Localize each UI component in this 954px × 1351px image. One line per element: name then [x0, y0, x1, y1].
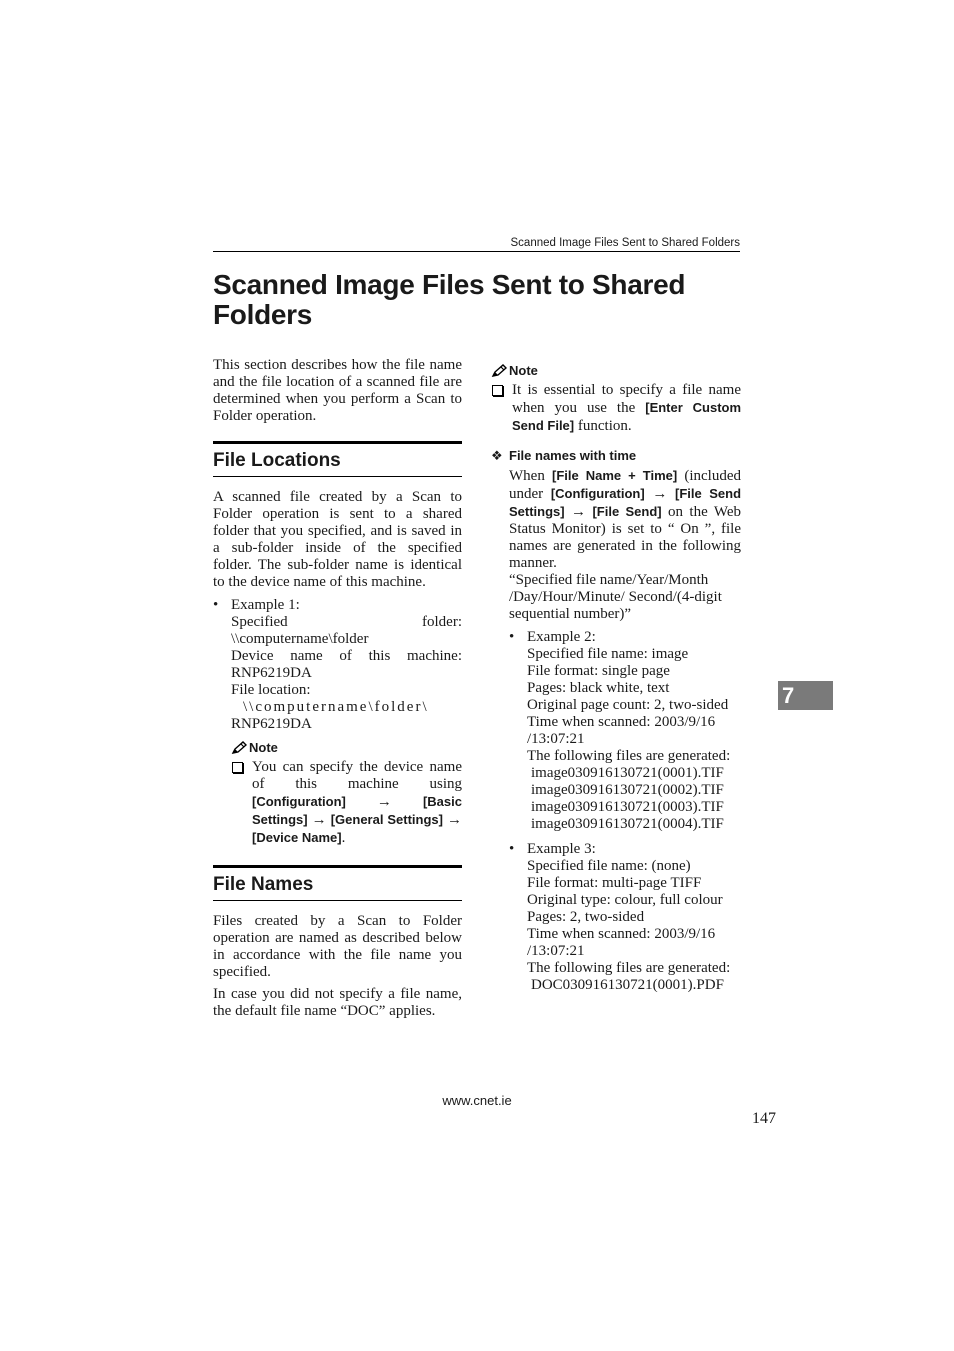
file-locations-paragraph: A scanned file created by a Scan to Folder operation is sent to a shared folder that you specified, and is saved in a sub-folder inside of the specified folder. The sub-folder name is identical to the device name of this machine. [213, 489, 462, 590]
generated-file: image030916130721(0001).TIF [531, 765, 724, 781]
subhead [491, 447, 741, 464]
format-quote: “Specified file name/Year/Month /Day/Hour/Minute/ Second/(4-digit sequential number)” [509, 572, 722, 622]
subhead-body [491, 467, 741, 572]
intro-paragraph: This section describes how the file name and the file location of a scanned file are determined when you perform a Scan to Folder operation. [213, 357, 462, 424]
example-1-label: Example 1: [231, 597, 300, 613]
note-text [512, 382, 741, 435]
checkbox-icon [492, 385, 503, 396]
example-line: The following files are generated: [527, 748, 731, 764]
example-line: Time when scanned: 2003/9/16 /13:07:21 [527, 926, 716, 959]
example-1-item [213, 597, 462, 733]
keyword: [Device Name] [252, 830, 342, 845]
body-text: When [509, 468, 545, 484]
period: . [341, 830, 346, 846]
example-1-line: Device name of this machine: RNP6219DA [231, 648, 462, 681]
generated-file: DOC030916130721(0001).PDF [531, 977, 724, 993]
note-heading [231, 739, 462, 756]
example-line: Original page count: 2, two-sided [527, 697, 729, 713]
keyword: [General Settings] [330, 812, 443, 827]
note-item [231, 759, 462, 847]
bullet-icon: • [213, 597, 219, 613]
example-line: Specified file name: image [527, 646, 689, 662]
note-item [491, 382, 741, 435]
example-line: Pages: 2, two-sided [527, 909, 645, 925]
note-text-part: function. [577, 418, 632, 434]
keyword: [Configuration] [252, 794, 346, 809]
example-line: Original type: colour, full colour [527, 892, 723, 908]
checkbox-icon [232, 762, 243, 773]
example-1-line: Specified folder: \\computername\folder [231, 614, 462, 647]
example-line: Time when scanned: 2003/9/16 /13:07:21 [527, 714, 716, 747]
keyword: [Enter Custom Send File] [512, 400, 742, 433]
arrow-icon: → [376, 794, 392, 810]
footer-url[interactable]: www.cnet.ie [442, 1093, 512, 1108]
keyword: [File Name + Time] [551, 468, 678, 483]
bullet-icon: • [509, 841, 515, 857]
body-text: on the Web Status Monitor) is set to “ On ”, file names are generated in the following manner. [509, 504, 742, 571]
generated-file: image030916130721(0003).TIF [531, 799, 724, 815]
keyword: [File Send] [592, 504, 662, 519]
example-line: The following files are generated: [527, 960, 731, 976]
page-number: 147 [752, 1110, 776, 1127]
file-names-heading: File Names [213, 865, 462, 901]
diamond-bullet-icon: ❖ [491, 448, 503, 463]
example-2-label: Example 2: [527, 629, 596, 645]
arrow-icon: → [447, 812, 463, 828]
generated-file: image030916130721(0004).TIF [531, 816, 724, 832]
generated-file: image030916130721(0002).TIF [531, 782, 724, 798]
file-location-last: RNP6219DA [231, 716, 312, 732]
arrow-icon: → [311, 812, 327, 828]
keyword: [File Send Settings] [509, 486, 742, 519]
file-locations-heading: File Locations [213, 441, 462, 477]
bullet-icon: • [509, 629, 515, 645]
pencil-icon [231, 741, 247, 755]
left-column [213, 357, 462, 1025]
file-names-paragraph: Files created by a Scan to Folder operation are named as described below in accordance with the file name you specified. [213, 913, 462, 980]
default-name-paragraph: In case you did not specify a file name, the default file name “DOC” applies. [213, 986, 462, 1019]
note-heading [491, 362, 741, 379]
example-line: File format: multi-page TIFF [527, 875, 702, 891]
arrow-icon: → [652, 486, 668, 502]
example-2-item [509, 629, 741, 833]
example-line: File format: single page [527, 663, 670, 679]
example-3-item [509, 841, 741, 994]
example-line: Specified file name: (none) [527, 858, 691, 874]
keyword: [Configuration] [550, 486, 645, 501]
example-3-label: Example 3: [527, 841, 596, 857]
example-line: Pages: black white, text [527, 680, 670, 696]
note-label: Note [249, 740, 278, 755]
note-text-part: It is essential to specify a file name when you use the [512, 382, 741, 416]
note-label: Note [509, 363, 538, 378]
subhead-label: File names with time [509, 448, 637, 463]
note-block [213, 739, 462, 847]
body-text: (included under [509, 468, 742, 502]
example-1-line: File location: [231, 682, 311, 698]
file-location-path: \\computername\folder\ [243, 699, 429, 715]
page-title: Scanned Image Files Sent to Shared Folders [213, 269, 686, 330]
running-header: Scanned Image Files Sent to Shared Folders [213, 237, 740, 252]
chapter-tab: 7 [778, 681, 833, 710]
pencil-icon [491, 364, 507, 378]
note-text [252, 759, 462, 847]
note-text-part: You can specify the device name of this machine using [252, 759, 462, 792]
right-column [491, 362, 741, 998]
keyword: [Basic Settings] [252, 794, 462, 827]
arrow-icon: → [571, 504, 587, 520]
